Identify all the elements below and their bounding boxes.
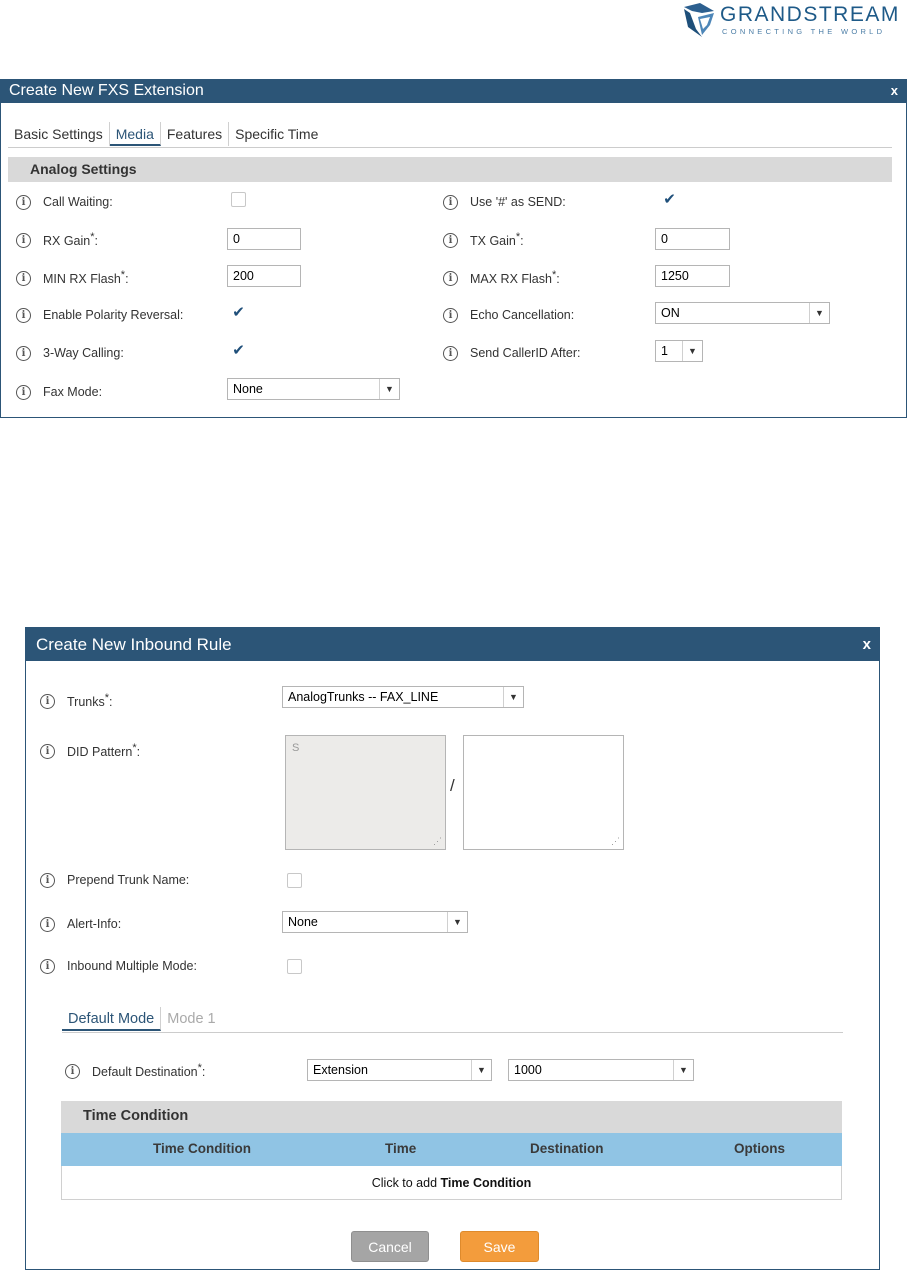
analog-settings-header [8,157,892,182]
info-circle-icon[interactable]: i [40,873,55,888]
max-rx-flash-label: MAX RX Flash*: [470,269,560,287]
min-rx-flash-row [16,266,129,290]
dropdown-arrow-icon: ▼ [447,912,467,932]
did-pattern-value: S [292,742,300,754]
add-time-condition-link[interactable]: Time Condition [440,1175,532,1190]
trunks-value: AnalogTrunks -- FAX_LINE [288,690,439,704]
multiple-mode-label: Inbound Multiple Mode: [67,959,197,973]
echo-label: Echo Cancellation: [470,308,575,322]
tab-mode-1[interactable]: Mode 1 [167,1011,216,1027]
trunks-select[interactable] [282,686,524,708]
alert-info-row [40,912,121,936]
info-circle-icon[interactable]: i [16,271,31,286]
did-pattern-separator: / [450,776,455,795]
send-callerid-label: Send CallerID After: [470,346,581,360]
use-hash-checkbox[interactable]: ✔ [663,190,676,208]
rx-gain-input[interactable]: 0 [227,228,301,250]
fax-mode-value: None [233,382,263,396]
trunks-label: Trunks*: [67,692,113,710]
mode-tabs [62,1007,222,1031]
tx-gain-label: TX Gain*: [470,231,524,249]
alert-info-value: None [288,915,318,929]
dropdown-arrow-icon: ▼ [682,341,702,361]
echo-row [443,303,574,327]
polarity-row [16,303,183,327]
polarity-checkbox[interactable]: ✔ [232,303,245,321]
echo-cancellation-value: ON [661,306,680,320]
info-circle-icon[interactable]: i [16,233,31,248]
analog-settings-title: Analog Settings [30,161,137,177]
did-pattern-label: DID Pattern*: [67,742,141,760]
inbound-dialog-title: Create New Inbound Rule [36,635,232,654]
time-condition-table-header [61,1133,842,1166]
send-callerid-row [443,341,580,365]
send-callerid-select[interactable] [655,340,703,362]
use-hash-row [443,190,566,214]
rx-gain-row [16,228,98,252]
default-destination-label: Default Destination*: [92,1062,206,1080]
fax-mode-label: Fax Mode: [43,385,103,399]
tab-default-mode[interactable]: Default Mode [62,1007,161,1031]
info-circle-icon[interactable]: i [16,385,31,400]
fxs-extension-dialog [0,79,907,418]
send-callerid-value: 1 [661,344,668,358]
grandstream-logo-icon [680,1,718,39]
destination-target-value: 1000 [514,1063,542,1077]
info-circle-icon[interactable]: i [40,959,55,974]
multiple-mode-row [40,954,197,978]
time-condition-title: Time Condition [83,1108,189,1124]
alert-info-select[interactable] [282,911,468,933]
close-icon[interactable]: x [890,83,898,98]
multiple-mode-checkbox[interactable] [287,959,302,974]
destination-type-select[interactable] [307,1059,492,1081]
destination-target-select[interactable] [508,1059,694,1081]
resize-handle-icon[interactable]: ⋰ [433,836,442,846]
three-way-checkbox[interactable]: ✔ [232,341,245,359]
call-waiting-row [16,190,113,214]
rx-gain-label: RX Gain*: [43,231,99,249]
min-rx-flash-input[interactable]: 200 [227,265,301,287]
tx-gain-input[interactable]: 0 [655,228,730,250]
dropdown-arrow-icon: ▼ [379,379,399,399]
info-circle-icon[interactable]: i [40,694,55,709]
three-way-row [16,341,124,365]
call-waiting-checkbox[interactable] [231,192,246,207]
column-options: Options [734,1141,785,1156]
dropdown-arrow-icon: ▼ [809,303,829,323]
tab-basic-settings[interactable]: Basic Settings [8,122,110,146]
tab-features[interactable]: Features [161,122,229,146]
info-circle-icon[interactable]: i [40,917,55,932]
info-circle-icon[interactable]: i [16,195,31,210]
resize-handle-icon[interactable]: ⋰ [611,836,620,846]
inbound-rule-dialog [25,627,880,1270]
brand-name: GRANDSTREAM [720,3,900,26]
time-condition-header [61,1101,842,1133]
add-time-condition-row[interactable] [61,1166,842,1200]
info-circle-icon[interactable]: i [443,308,458,323]
destination-type-value: Extension [313,1063,368,1077]
column-time: Time [385,1141,417,1156]
fxs-tabs-divider [8,147,892,148]
info-circle-icon[interactable]: i [443,346,458,361]
info-circle-icon[interactable]: i [65,1064,80,1079]
info-circle-icon[interactable]: i [443,195,458,210]
info-circle-icon[interactable]: i [16,308,31,323]
fxs-dialog-title: Create New FXS Extension [9,82,204,99]
close-icon[interactable]: x [862,636,871,653]
min-rx-flash-label: MIN RX Flash*: [43,269,129,287]
brand-tagline: CONNECTING THE WORLD [722,27,886,36]
fxs-tabs [8,122,324,146]
tx-gain-row [443,228,524,252]
info-circle-icon[interactable]: i [443,271,458,286]
mode-tabs-divider [62,1032,843,1033]
dropdown-arrow-icon: ▼ [503,687,523,707]
polarity-label: Enable Polarity Reversal: [43,308,184,322]
save-button[interactable]: Save [460,1231,539,1262]
cancel-button[interactable]: Cancel [351,1231,429,1262]
max-rx-flash-row [443,266,560,290]
column-time-condition: Time Condition [153,1141,251,1156]
fxs-dialog-header [1,80,906,103]
dropdown-arrow-icon: ▼ [471,1060,491,1080]
did-pattern-row [40,739,140,763]
alert-info-label: Alert-Info: [67,917,122,931]
tab-media[interactable]: Media [110,122,161,146]
did-pattern-secondary-textarea[interactable] [463,735,624,850]
call-waiting-label: Call Waiting: [43,195,113,209]
prepend-checkbox[interactable] [287,873,302,888]
default-destination-row [65,1059,205,1083]
trunks-row [40,689,113,713]
add-time-condition-text: Click to add [371,1175,441,1190]
fax-mode-select[interactable] [227,378,400,400]
dropdown-arrow-icon: ▼ [673,1060,693,1080]
column-destination: Destination [530,1141,604,1156]
inbound-dialog-header [26,628,879,661]
info-circle-icon[interactable]: i [16,346,31,361]
three-way-label: 3-Way Calling: [43,346,124,360]
prepend-label: Prepend Trunk Name: [67,873,190,887]
info-circle-icon[interactable]: i [40,744,55,759]
did-pattern-textarea[interactable] [285,735,446,850]
max-rx-flash-input[interactable]: 1250 [655,265,730,287]
tab-specific-time[interactable]: Specific Time [235,126,319,142]
fax-mode-row [16,380,102,404]
prepend-row [40,868,189,892]
grandstream-logo [678,0,908,44]
use-hash-label: Use '#' as SEND: [470,195,566,209]
info-circle-icon[interactable]: i [443,233,458,248]
echo-cancellation-select[interactable] [655,302,830,324]
